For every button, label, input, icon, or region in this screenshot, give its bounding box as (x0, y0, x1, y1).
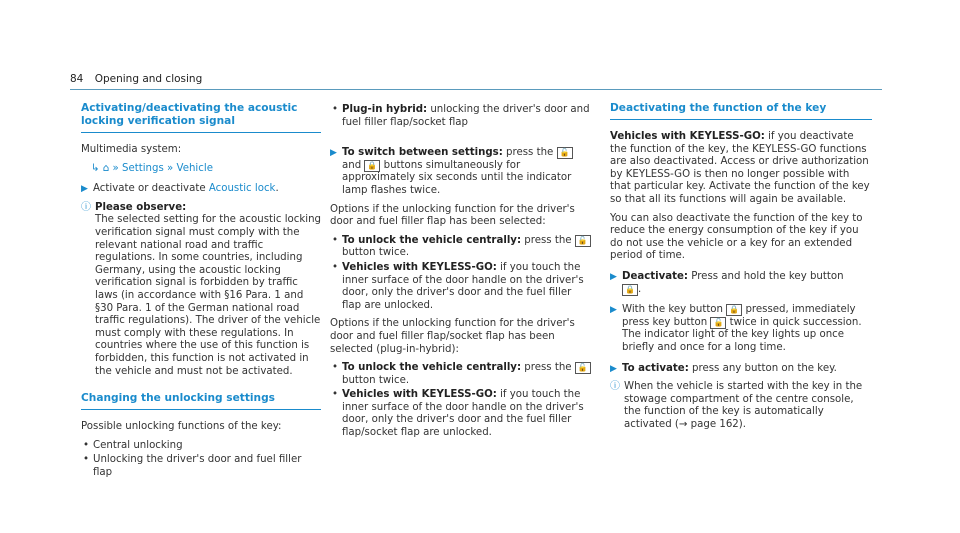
home-icon[interactable]: ⌂ (102, 162, 110, 174)
step-arrow-icon: ▶ (610, 305, 617, 316)
step-deactivate: ▶ Deactivate: Press and hold the key button 🔒 . (610, 270, 844, 295)
section-heading-unlocking-settings: Changing the unlocking settings (81, 392, 321, 410)
indicator-text: The indicator light of the key lights up once briefly and once for a long time. (622, 329, 845, 353)
list-item: • Unlocking the driver's door and fuel filler flap (83, 454, 302, 478)
list-item: • To unlock the vehicle centrally: press the 🔓 button twice. (330, 235, 592, 260)
energy-paragraph: You can also deactivate the function of the key to reduce the energy consumption of the key if you do not use the vehicle or a key for an extended period of time. (610, 212, 863, 262)
column-right (610, 102, 872, 437)
unlock-key-icon: 🔓 (557, 147, 573, 159)
bullet-icon: • (332, 389, 339, 401)
note-title: Please observe: (95, 201, 187, 213)
lock-key-icon: 🔒 (726, 304, 742, 316)
list-item: • Vehicles with KEYLESS-GO: if you touch the inner surface of the door handle on the driver's door, only the driver's door and the fuel filler flap are unlocked. (332, 261, 584, 311)
step-switch-settings: ▶ To switch between settings: press the 🔓 and 🔒 buttons simultaneously for approximately six seconds until the indicator lamp flashes twice. (330, 147, 572, 196)
step-activate: ▶ To activate: press any button on the key. (610, 362, 837, 374)
note-text: The selected setting for the acoustic locking verification signal must comply with the relevant national road and traffic regulations. In some countries, including Germany, using the acoustic locking verification signal is forbidden by traffic laws (in accordance with §16 Para. 1 and §30 Para. 1 of the German national road traffic regulations). The driver of the vehicle must comply with these regulations. In countries where the use of this function is forbidden, this function is not activated in the vehicle and must not be activated. (95, 214, 322, 377)
step-arrow-icon: ▶ (610, 271, 617, 282)
multimedia-system-label: Multimedia system: (81, 144, 182, 155)
step-acoustic-lock: ▶ Activate or deactivate Acoustic lock. (81, 183, 279, 195)
info-icon: ⓘ (610, 381, 620, 393)
column-middle (330, 102, 592, 442)
page-number: 84 (70, 73, 84, 85)
keyless-go-paragraph: Vehicles with KEYLESS-GO: if you deactivate the function of the key, the KEYLESS-GO functions are also deactivated. Access or drive authorization by KEYLESS-GO is then no longer possible with that particular key. Activate the function of the key so that all its functions will again be available. (610, 131, 870, 205)
bullet-icon: • (332, 362, 339, 374)
path-vehicle[interactable]: Vehicle (176, 162, 213, 174)
path-arrow-icon: » (167, 162, 174, 174)
step-arrow-icon: ▶ (330, 148, 337, 159)
step-arrow-icon: ▶ (610, 363, 617, 374)
lock-key-icon: 🔒 (622, 284, 638, 296)
path-arrow-icon: » (112, 162, 119, 174)
step-key-button: ▶ With the key button 🔒 pressed, immediately press key button 🔓 twice in quick succession. The indicator light of the key lights up once briefly and once for a long time. (610, 304, 872, 354)
column-left (81, 102, 321, 481)
chapter-title: Opening and closing (94, 73, 203, 85)
section-heading-acoustic-lock: Activating/deactivating the acoustic locking verification signal (81, 102, 321, 133)
possible-functions-text: Possible unlocking functions of the key: (81, 421, 282, 433)
path-settings[interactable]: Settings (122, 162, 164, 174)
options-text: Options if the unlocking function for the driver's door and fuel filler flap/socket flap has been selected (plug-in-hybrid): (330, 318, 575, 355)
bullet-icon: • (332, 234, 339, 246)
bullet-icon: • (332, 104, 339, 115)
header-rule (70, 89, 882, 90)
lock-key-icon: 🔒 (364, 160, 380, 172)
bullet-icon: • (332, 261, 339, 273)
step-arrow-icon: ▶ (81, 184, 88, 195)
list-item: • Central unlocking (83, 439, 183, 451)
section-heading-deactivate-key: Deactivating the function of the key (610, 102, 872, 120)
path-start-icon: ↳ (91, 162, 100, 174)
unlock-key-icon: 🔓 (710, 317, 726, 329)
note-automatic-activation: ⓘ When the vehicle is started with the key in the stowage compartment of the centre console, the function of the key is automatically activated (→ page 162). (610, 381, 863, 430)
options-text: Options if the unlocking function for the driver's door and fuel filler flap has been selected: (330, 203, 575, 228)
list-item: • Vehicles with KEYLESS-GO: if you touch the inner surface of the door handle on the driver's door, only the driver's door and the fuel filler flap/socket flap are unlocked. (332, 389, 584, 439)
acoustic-lock-link[interactable]: Acoustic lock (208, 183, 276, 195)
info-icon: ⓘ (81, 201, 91, 213)
list-item: • To unlock the vehicle centrally: press the 🔓 button twice. (330, 362, 592, 387)
bullet-icon: • (83, 439, 90, 451)
page-header (70, 73, 202, 85)
menu-path (91, 163, 321, 176)
list-item-plug-in: • Plug-in hybrid: unlocking the driver's door and fuel filler flap/socket flap (332, 104, 590, 128)
unlock-key-icon: 🔓 (575, 235, 591, 247)
note-please-observe (81, 202, 321, 378)
bullet-icon: • (83, 454, 90, 466)
unlock-key-icon: 🔓 (575, 362, 591, 374)
